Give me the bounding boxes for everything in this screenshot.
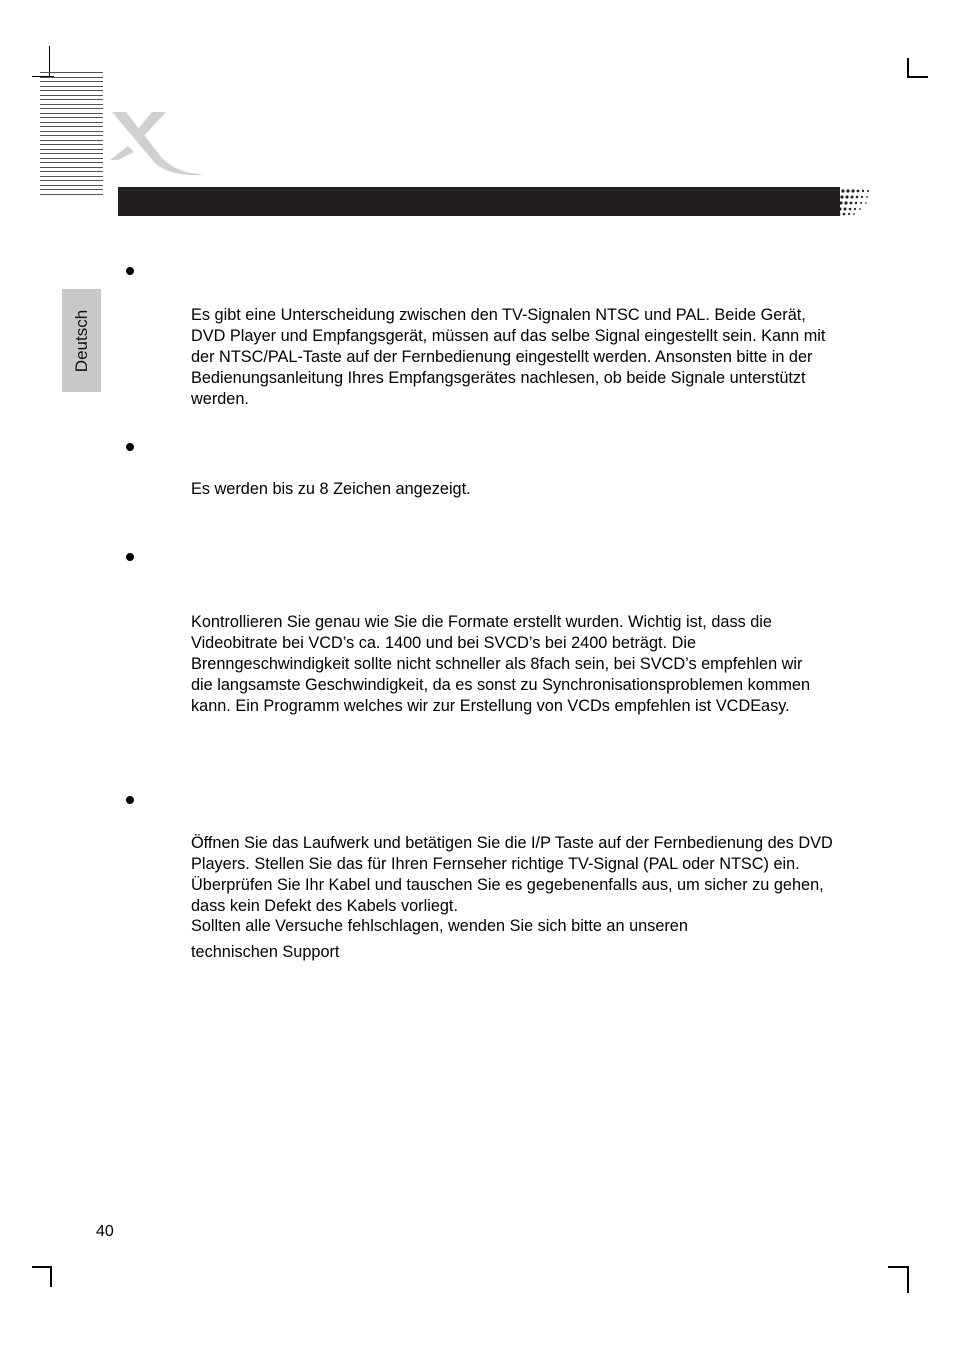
section-paragraph-1: Es gibt eine Unterscheidung zwischen den TV-Signalen NTSC und PAL. Beide Gerät, DVD Player und Empfangsgerät, müssen auf das selbe Signal eingestellt sein. Kann mit der NTSC/PAL-Taste auf der Fernbedienung eingestellt werden. Ansonsten bitte in der Bedienungsanleitung Ihres Empfangsgerätes nachlesen, ob beide Signale unterstützt werden. (191, 306, 826, 408)
section-paragraph-4-support-line2: technischen Support (191, 943, 340, 961)
crop-mark-top-right-v (907, 58, 909, 78)
brand-x-logo-icon (106, 108, 206, 176)
crop-mark-bottom-left-h (32, 1266, 52, 1268)
section-bullet-2 (126, 443, 134, 451)
language-tab (62, 289, 101, 392)
crop-mark-bottom-left-v (50, 1266, 52, 1287)
section-paragraph-4: Öffnen Sie das Laufwerk und betätigen Sie die I/P Taste auf der Fernbedienung des DVD Players. Stellen Sie das für Ihren Fernseher richtige TV-Signal (PAL oder NTSC) ein. Überprüfen Sie Ihr Kabel und tauschen Sie es gegebenenfalls aus, um sicher zu gehen, dass kein Defekt des Kabels vorliegt. (191, 834, 833, 915)
logo-stripes (40, 72, 103, 200)
header-bar (118, 187, 840, 216)
crop-mark-bottom-right-h (888, 1266, 909, 1268)
section-bullet-3 (126, 553, 134, 561)
header-bar-dot-pattern-icon (834, 187, 874, 216)
section-bullet-1 (126, 267, 134, 275)
page-number: 40 (96, 1223, 114, 1240)
section-paragraph-4-support: Sollten alle Versuche fehlschlagen, wenden Sie sich bitte an unseren (191, 917, 688, 935)
section-paragraph-3: Kontrollieren Sie genau wie Sie die Formate erstellt wurden. Wichtig ist, dass die Videobitrate bei VCD’s ca. 1400 und bei SVCD’s bei 2400 beträgt. Die Brenngeschwindigkeit sollte nicht schneller als 8fach sein, bei SVCD’s empfehlen wir die langsamste Geschwindigkeit, da es sonst zu Synchronisationsproblemen kommen kann. Ein Programm welches wir zur Erstellung von VCDs empfehlen ist VCDEasy. (191, 613, 811, 715)
crop-mark-bottom-right-v (907, 1266, 909, 1293)
language-tab-label: Deutsch (71, 309, 91, 372)
section-paragraph-2: Es werden bis zu 8 Zeichen angezeigt. (191, 480, 471, 498)
crop-mark-top-right-h (907, 76, 928, 78)
section-bullet-4 (126, 796, 134, 804)
